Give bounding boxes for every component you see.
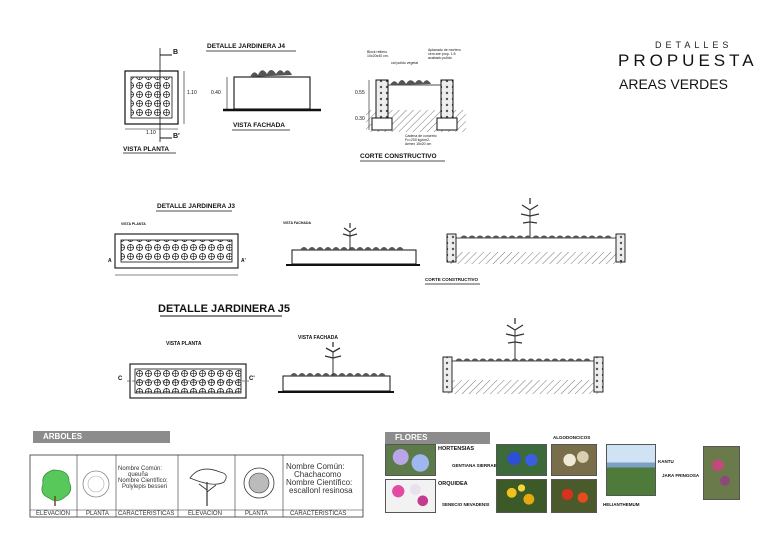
kantu-photo [703, 446, 740, 500]
helianthemum-photo [606, 444, 656, 496]
j4-marker-b: B [173, 49, 179, 56]
j4-note-3: cal pulido vegetal [391, 61, 419, 65]
flores-item-senecio: SENECIO NEVADENSI [442, 502, 490, 507]
j4-facade-view [206, 51, 321, 130]
hortensias-photo [385, 444, 436, 476]
j5-facade-label: VISTA FACHADA [298, 335, 338, 341]
j4-dim-facade-h: 0.40 [211, 90, 221, 96]
flores-bar: FLORES [385, 432, 490, 444]
header-kicker: DETALLES [655, 40, 733, 50]
arboles-bar: ARBOLES [33, 431, 170, 443]
header-title: PROPUESTA [618, 51, 758, 70]
flores-item-gentiana: GENTIANA SIERRAE [452, 463, 497, 468]
j4-note-4: Cadena de concreto Fc=200 kg/cm2. Armex 15x20 cm [405, 134, 437, 146]
j4-section-label: CORTE CONSTRUCTIVO [360, 153, 437, 160]
arboles-col-planta-2: PLANTA [245, 511, 268, 517]
tree2-common-label: Nombre Común: [286, 462, 345, 471]
j5-section-view [443, 318, 603, 394]
j3-plan-label: VISTA PLANTA [121, 222, 146, 226]
orquidea-photo [385, 479, 436, 513]
j4-dim-plan-h: 1.10 [187, 90, 197, 96]
j5-title: DETALLE JARDINERA J5 [158, 303, 291, 315]
arboles-col-elevacion-2: ELEVACION [188, 511, 222, 517]
arboles-col-planta-1: PLANTA [86, 511, 109, 517]
algodoncicos-photo [551, 444, 597, 476]
header-subtitle: AREAS VERDES [619, 76, 728, 92]
j3-marker-a2: A' [241, 258, 246, 264]
j4-facade-label: VISTA FACHADA [233, 122, 285, 129]
j5-marker-c: C [118, 376, 123, 382]
j4-section-view [360, 80, 466, 161]
j3-section-label: CORTE CONSTRUCTIVO [425, 277, 479, 282]
j3-title: DETALLE JARDINERA J3 [157, 203, 236, 210]
gentiana-photo [496, 444, 547, 476]
tree1-common-name: queuña [128, 472, 149, 478]
arboles-col-caracteristicas-1: CARACTERISTICAS [118, 511, 175, 517]
j4-note-2: Aplanado de mortero cem-are prop. 1:5 acabado pulido [428, 48, 461, 60]
j3-section-view [425, 198, 625, 284]
tree2-sci-name: escallonl resinosa [289, 486, 353, 495]
j5-facade-view [278, 342, 394, 392]
j4-dim-section-2: 0.30 [355, 116, 365, 122]
j3-facade-label: VISTA FACHADA [283, 221, 311, 225]
flower-red-photo [551, 479, 597, 513]
flores-item-jara-fringosa: JARA FRINGOSA [662, 473, 700, 478]
senecio-photo [496, 479, 547, 513]
tree1-sci-name: Polylepis besseri [122, 484, 168, 490]
tree1-common-label: Nombre Común: [118, 466, 163, 472]
j3-marker-a: A [108, 258, 112, 264]
j4-title: DETALLE JARDINERA J4 [207, 43, 286, 50]
flores-item-hortensias: HORTENSIAS [438, 446, 475, 452]
flores-item-algodoncicos: ALGODONCICOS [553, 435, 591, 440]
j4-dim-plan-w: 1.10 [146, 130, 156, 136]
j5-plan-label: VISTA PLANTA [166, 341, 202, 347]
j3-facade-view [286, 223, 420, 265]
j4-marker-b2: B' [173, 133, 180, 140]
arboles-col-elevacion-1: ELEVACION [36, 511, 70, 517]
flores-item-helianthemum: HELIANTHEMUM [603, 502, 640, 507]
j4-dim-section-1: 0.55 [355, 90, 365, 96]
tree2-sci-label: Nombre Científico: [286, 478, 353, 487]
tree1-sci-label: Nombre Científico: [118, 478, 168, 484]
flores-item-kantu: KANTU [658, 459, 674, 464]
j5-plan-view [127, 316, 282, 398]
j4-plan-label: VISTA PLANTA [123, 146, 170, 153]
flores-item-orquidea: ORQUIDEA [438, 481, 468, 487]
j4-note-1: Block relleno 10x20x40 cm. [367, 50, 389, 58]
arboles-col-caracteristicas-2: CARACTERISTICAS [290, 511, 347, 517]
j3-plan-view [115, 211, 238, 275]
j5-marker-c2: C' [249, 376, 255, 382]
tree2-common-name: Chachacomo [294, 470, 342, 479]
